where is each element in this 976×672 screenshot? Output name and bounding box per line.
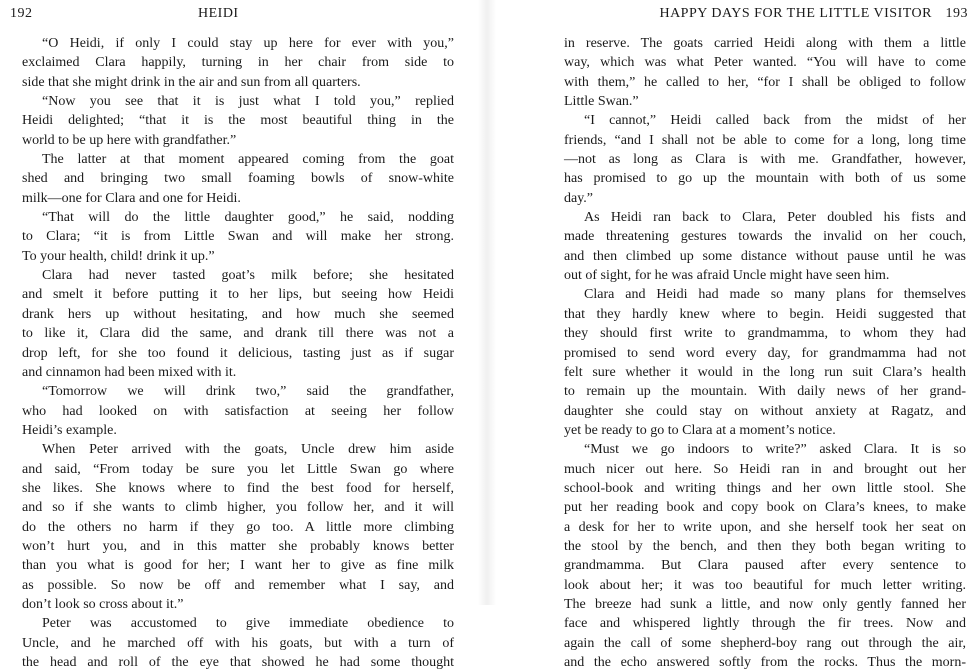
- text-line: way, which was what Peter wanted. “You will have to come: [564, 55, 966, 71]
- left-page-body-text: [22, 34, 454, 672]
- text-line: exclaimed Clara happily, turning in her chair from side to: [22, 55, 454, 71]
- text-line: Little Swan.”: [564, 94, 639, 110]
- text-line: who had looked on with satisfaction at seeing her follow: [22, 403, 454, 419]
- text-line: to remain up the mountain. With daily news of her grand-: [564, 384, 966, 400]
- text-line: she likes. She knows where to find the best food for herself,: [22, 480, 454, 496]
- text-line: Peter was accustomed to give immediate obedience to: [42, 616, 454, 632]
- text-line: “I cannot,” Heidi called back from the midst of her: [584, 113, 966, 129]
- text-line: Uncle, and he marched off with his goats, but with a turn of: [22, 635, 454, 651]
- text-line: made threatening gestures towards the invalid on her couch,: [564, 229, 966, 245]
- text-line: that they hardly knew where to begin. Heidi suggested that: [564, 306, 966, 322]
- text-line: Heidi delighted; “that it is the most beautiful thing in the: [22, 113, 454, 129]
- text-line: side that she might drink in the air and sun from all quarters.: [22, 74, 361, 90]
- text-line: do the others no harm if they go too. A little more climbing: [22, 519, 454, 535]
- text-line: “That will do the little daughter good,” he said, nodding: [42, 210, 454, 226]
- book-gutter: [478, 0, 496, 605]
- text-line: Heidi’s example.: [22, 422, 117, 438]
- text-line: drop left, for she too found it delicious, tasting just as if sugar: [22, 345, 454, 361]
- text-line: friends, “and I shall not be able to come for a long, long time: [564, 132, 966, 148]
- text-line: and the echo answered softly from the rocks. Thus the morn-: [564, 655, 966, 670]
- text-line: shed and bringing two small foaming bowls of snow-white: [22, 171, 454, 187]
- text-line: —not as long as Clara is with me. Grandfather, however,: [564, 152, 966, 168]
- text-line: has promised to go up the mountain with both of us some: [564, 171, 966, 187]
- text-line: and then climbed up some distance without pause until he was: [564, 248, 966, 264]
- text-line: “O Heidi, if only I could stay up here for ever with you,”: [42, 36, 454, 51]
- text-line: a desk for her to write upon, and she herself took her seat on: [564, 519, 966, 535]
- text-line: promised to send word every day, for grandmamma had not: [564, 345, 966, 361]
- text-line: world to be up here with grandfather.”: [22, 132, 237, 148]
- text-line: in reserve. The goats carried Heidi along with them a little: [564, 36, 966, 51]
- right-page: [496, 0, 976, 670]
- right-page-header: [562, 6, 968, 26]
- text-line: milk—one for Clara and one for Heidi.: [22, 190, 241, 206]
- text-line: drank hers up without hesitating, and how much she seemed: [22, 306, 454, 322]
- text-line: felt sure whether it would in the long run suit Clara’s health: [564, 364, 966, 380]
- text-line: and said, “From today be sure you let Little Swan go where: [22, 461, 454, 477]
- text-line: The latter at that moment appeared coming from the goat: [42, 152, 454, 168]
- text-line: “Now you see that it is just what I told you,” replied: [42, 94, 454, 110]
- text-line: with them,” he called to her, “for I shall be obliged to follow: [564, 74, 966, 90]
- text-line: don’t look so cross about it.”: [22, 596, 184, 612]
- text-line: and cinnamon had been mixed with it.: [22, 364, 237, 380]
- text-line: and so if she wants to climb higher, you follow her, and it will: [22, 500, 454, 516]
- text-line: than you what is good for her; I want her to give as fine milk: [22, 558, 454, 574]
- text-line: to like it, Clara did the same, and drank till there was not a: [22, 326, 454, 342]
- text-line: the head and roll of the eye that showed he had some thought: [22, 655, 454, 670]
- text-line: yet be ready to go to Clara at a moment’s notice.: [564, 422, 836, 438]
- text-line: the stool by the bench, and then they both began writing to: [564, 538, 966, 554]
- text-line: won’t hurt you, and in this matter she probably knows better: [22, 538, 454, 554]
- text-line: put her reading book and copy book on Clara’s knees, to make: [564, 500, 966, 516]
- text-line: As Heidi ran back to Clara, Peter doubled his fists and: [584, 210, 966, 226]
- text-line: out of sight, for he was afraid Uncle might have seen him.: [564, 268, 890, 284]
- text-line: as possible. So now be off and remember what I say, and: [22, 577, 454, 593]
- text-line: look about her; it was too beautiful for much letter writing.: [564, 577, 966, 593]
- text-line: “Tomorrow we will drink two,” said the grandfather,: [42, 384, 454, 400]
- left-running-title: HEIDI: [198, 6, 239, 21]
- left-page-number: 192: [10, 6, 33, 21]
- text-line: they should first write to grandmamma, to whom they had: [564, 326, 966, 342]
- text-line: “Must we go indoors to write?” asked Clara. It is so: [584, 442, 966, 458]
- text-line: The breeze had sunk a little, and now only gently fanned her: [564, 596, 966, 612]
- left-page: [0, 0, 478, 670]
- text-line: again the call of some shepherd-boy rang out through the air,: [564, 635, 966, 651]
- text-line: grandmamma. But Clara paused after every sentence to: [564, 558, 966, 574]
- text-line: daughter she could stay on without anxiety at Ragatz, and: [564, 403, 966, 419]
- text-line: Clara and Heidi had made so many plans for themselves: [584, 287, 966, 303]
- text-line: face and whispered lightly through the fir trees. Now and: [564, 616, 966, 632]
- text-line: and smelt it before putting it to her lips, but seeing how Heidi: [22, 287, 454, 303]
- right-page-body-text: [564, 34, 966, 672]
- text-line: school-book and writing things and her own little stool. She: [564, 480, 966, 496]
- text-line: When Peter arrived with the goats, Uncle drew him aside: [42, 442, 454, 458]
- right-running-title: HAPPY DAYS FOR THE LITTLE VISITOR: [659, 6, 932, 21]
- left-page-header: [10, 6, 478, 26]
- text-line: To your health, child! drink it up.”: [22, 248, 215, 264]
- text-line: much nicer out here. So Heidi ran in and brought out her: [564, 461, 966, 477]
- text-line: Clara had never tasted goat’s milk before; she hesitated: [42, 268, 454, 284]
- text-line: day.”: [564, 190, 594, 206]
- text-line: to Clara; “it is from Little Swan and will make her strong.: [22, 229, 454, 245]
- right-page-number: 193: [945, 6, 968, 21]
